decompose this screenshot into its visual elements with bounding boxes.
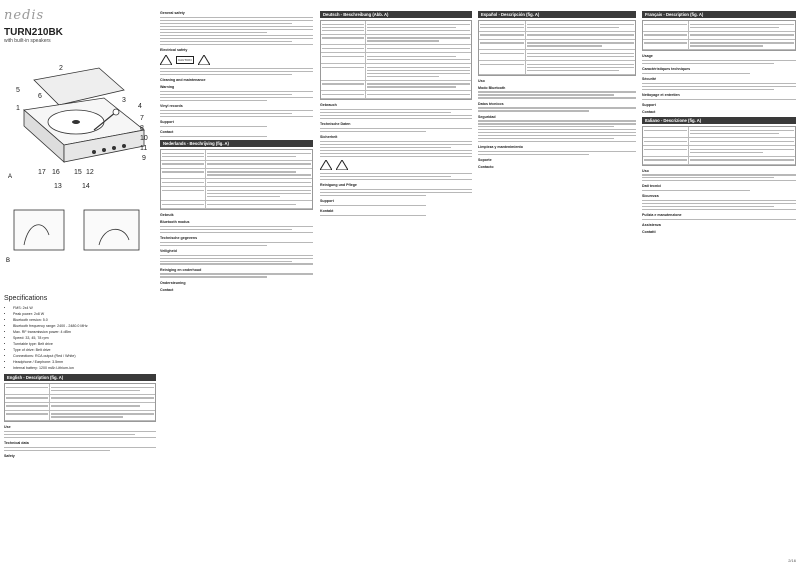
english-safety-heading: Safety	[4, 454, 15, 459]
it-tech-heading: Dati tecnici	[642, 184, 662, 189]
es-use-heading: Uso	[478, 78, 485, 83]
caution-triangle-icon	[160, 55, 172, 65]
nl-parts-table	[160, 149, 313, 210]
callout-8: 8	[140, 125, 144, 132]
callout-10: 10	[140, 135, 148, 142]
de-safety-heading: Sicherheit	[320, 135, 338, 140]
support-heading: Support	[160, 120, 174, 124]
spec-item: • Connections: RCA output (Red / White)	[13, 353, 156, 359]
fr-tech-heading: Caractéristiques techniques	[642, 67, 691, 72]
it-use-heading: Uso	[642, 168, 649, 173]
es-safety-heading: Seguridad	[478, 114, 496, 119]
callout-15: 15	[74, 169, 82, 176]
nl-support-heading: Ondersteuning	[160, 280, 186, 285]
it-section-bar: Italiano - Descrizione (fig. A)	[642, 117, 796, 124]
figure-label-b: B	[6, 258, 11, 264]
callout-17: 17	[38, 169, 46, 176]
warning-icons	[160, 55, 313, 65]
it-support-heading: Assistenza	[642, 223, 661, 228]
turntable-illustration	[4, 50, 156, 200]
fr-cleaning-heading: Nettoyage et entretien	[642, 93, 680, 98]
contact-heading: Contact	[160, 129, 174, 134]
spec-item: • Bluetooth version: 5.0	[13, 317, 156, 323]
turntable-diagram	[4, 50, 156, 264]
de-warning-icons	[320, 160, 472, 170]
es-cleaning-heading: Limpieza y mantenimiento	[478, 145, 523, 150]
nl-use-heading: Gebruik	[160, 212, 174, 217]
shock-triangle-icon	[336, 160, 348, 170]
english-parts-table	[4, 383, 156, 422]
fr-section-bar: Français - Description (fig. A)	[642, 11, 796, 18]
spec-item: • Turntable type: Belt drive	[13, 341, 156, 347]
spec-item: • Bluetooth frequency range: 2400 - 2480.0 MHz	[13, 323, 156, 329]
de-contact-heading: Kontakt	[320, 209, 334, 214]
callout-16: 16	[52, 169, 60, 176]
spec-item: • Max. RF transmission power: 4 dBm	[13, 329, 156, 335]
brand-logo: nedis	[4, 8, 45, 23]
fr-parts-table	[642, 20, 796, 51]
spec-item: • Speed: 33, 45, 78 rpm	[13, 335, 156, 341]
model-name: TURN210BK	[4, 27, 63, 38]
spec-item: • FMS: 2x4 W	[13, 305, 156, 311]
cleaning-heading: Cleaning and maintenance	[160, 78, 206, 83]
english-tech-heading: Technical data	[4, 441, 29, 446]
callout-13: 13	[54, 183, 62, 190]
es-support-heading: Soporte	[478, 158, 492, 163]
spec-item: • Type of drive: Belt drive	[13, 347, 156, 353]
page-number: 2/16	[788, 558, 796, 563]
fr-contact-heading: Contact	[642, 110, 656, 115]
callout-11: 11	[140, 145, 148, 152]
english-use-heading: Use	[4, 425, 11, 430]
callout-9: 9	[142, 155, 146, 162]
nl-contact-heading: Contact	[160, 287, 174, 292]
spec-item: • Headphone / Earphone: 3.5mm	[13, 359, 156, 365]
es-contact-heading: Contacto	[478, 165, 494, 170]
de-cleaning-heading: Reinigung und Pflege	[320, 183, 357, 188]
nl-section-bar: Nederlands - Beschrijving (fig. A)	[160, 140, 313, 147]
column-nl	[160, 8, 313, 558]
warning-heading: Warning	[160, 85, 175, 90]
caution-triangle-icon	[320, 160, 332, 170]
callout-14: 14	[82, 183, 90, 190]
de-support-heading: Support	[320, 199, 334, 204]
spec-item: • Peak power: 2x8 W	[13, 311, 156, 317]
general-safety-heading: General safety	[160, 11, 185, 15]
fr-safety-heading: Sécurité	[642, 77, 657, 82]
it-cleaning-heading: Pulizia e manutenzione	[642, 213, 682, 218]
fr-support-heading: Support	[642, 103, 656, 108]
hand-diagram	[4, 200, 156, 270]
es-tech-heading: Datos técnicos	[478, 101, 504, 106]
vinyl-heading: Vinyl records	[160, 104, 183, 109]
specifications-title: Specifications	[4, 295, 48, 302]
column-cover	[4, 8, 156, 558]
nl-tech-heading: Technische gegevens	[160, 235, 198, 240]
callout-4: 4	[138, 103, 142, 110]
es-bluetooth-heading: Modo Bluetooth	[478, 85, 506, 90]
column-fr-it	[642, 8, 796, 558]
figure-label-a: A	[8, 174, 13, 180]
it-parts-table	[642, 126, 796, 165]
de-tech-heading: Technische Daten	[320, 122, 351, 127]
model-subtitle: with built-in speakers	[4, 38, 51, 44]
callout-5: 5	[16, 87, 20, 94]
callout-12: 12	[86, 169, 94, 176]
column-de	[320, 8, 472, 558]
de-use-heading: Gebrauch	[320, 103, 337, 108]
callout-3: 3	[122, 97, 126, 104]
nl-safety-heading: Veiligheid	[160, 248, 177, 253]
de-section-bar: Deutsch - Beschreibung (Abb. A)	[320, 11, 472, 18]
electrical-safety-heading: Electrical safety	[160, 47, 188, 52]
english-section-bar: English - Description (fig. A)	[4, 374, 156, 381]
specifications	[4, 295, 156, 371]
nl-bluetooth-heading: Bluetooth modus	[160, 219, 190, 224]
callout-2: 2	[59, 65, 63, 72]
shock-triangle-icon	[198, 55, 210, 65]
it-contact-heading: Contatti	[642, 230, 656, 235]
callout-6: 6	[38, 93, 42, 100]
es-parts-table	[478, 20, 636, 76]
nl-cleaning-heading: Reiniging en onderhoud	[160, 267, 202, 272]
fr-use-heading: Usage	[642, 54, 653, 59]
spec-item: • Internal battery: 1200 mAh Lithium-ion	[13, 365, 156, 371]
caution-label: CAUTION	[178, 57, 192, 62]
callout-7: 7	[140, 115, 144, 122]
de-parts-table	[320, 20, 472, 100]
es-section-bar: Español - Descripción (fig. A)	[478, 11, 636, 18]
it-safety-heading: Sicurezza	[642, 194, 659, 199]
callout-1: 1	[16, 105, 20, 112]
column-es	[478, 8, 636, 558]
